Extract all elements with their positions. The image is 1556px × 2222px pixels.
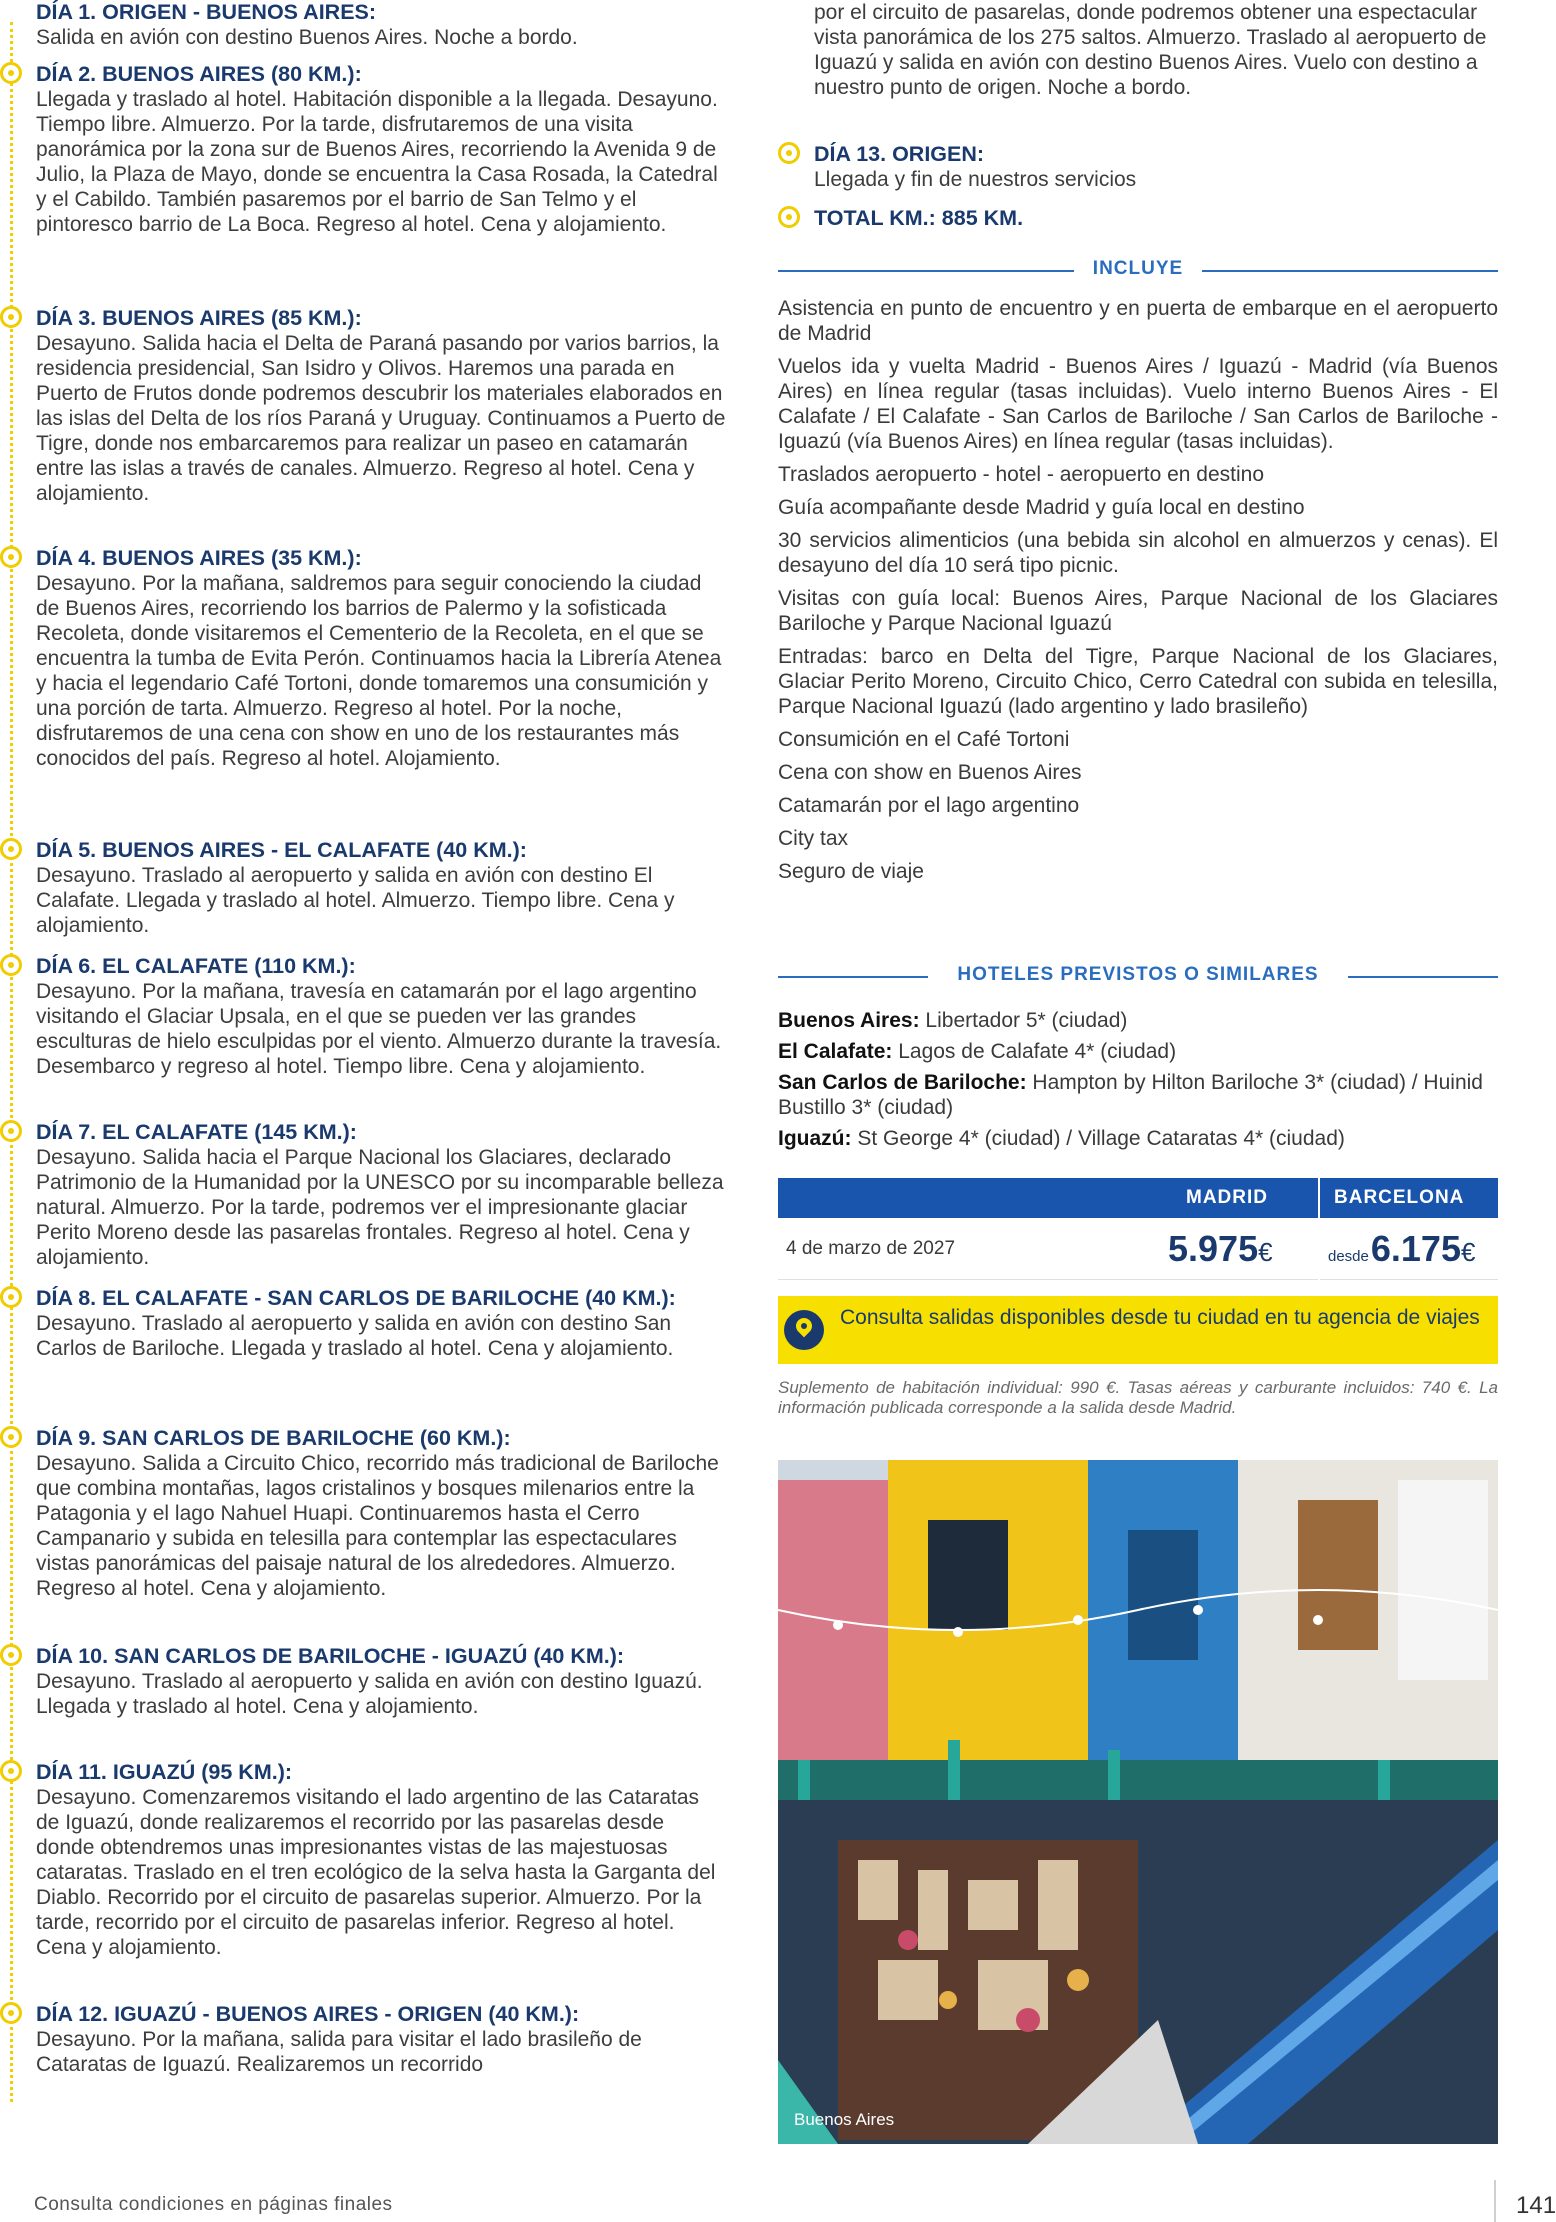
supplement-note: Suplemento de habitación individual: 990 €. Tasas aéreas y carburante incluidos: 740 €. La información publicada corresponde a la salida desde Madrid. bbox=[778, 1378, 1498, 1417]
day-title: DÍA 13. ORIGEN: bbox=[814, 142, 985, 166]
photo-caption: Buenos Aires bbox=[794, 2110, 895, 2129]
day-title: DÍA 10. SAN CARLOS DE BARILOCHE - IGUAZÚ (40 KM.): bbox=[36, 1644, 625, 1668]
day-title: DÍA 3. BUENOS AIRES (85 KM.): bbox=[36, 306, 362, 330]
day-title: DÍA 12. IGUAZÚ - BUENOS AIRES - ORIGEN (40 KM.): bbox=[36, 2002, 580, 2026]
hotel-item bbox=[778, 1070, 1498, 1120]
hoteles-heading bbox=[778, 962, 1498, 992]
timeline-dot-icon bbox=[0, 838, 22, 860]
day-body: Salida en avión con destino Buenos Aires. Noche a bordo. bbox=[36, 26, 578, 49]
day-title: DÍA 5. BUENOS AIRES - EL CALAFATE (40 KM.): bbox=[36, 838, 527, 862]
total-km bbox=[814, 206, 1498, 231]
day-title: DÍA 1. ORIGEN - BUENOS AIRES: bbox=[36, 0, 377, 24]
timeline-dot-icon bbox=[0, 1426, 22, 1448]
price-table bbox=[778, 1178, 1498, 1278]
day-body: Desayuno. Traslado al aeropuerto y salida en avión con destino El Calafate. Llegada y traslado al hotel. Almuerzo. Tiempo libre. Cena y alojamiento. bbox=[36, 864, 675, 937]
list-item: 30 servicios alimenticios (una bebida sin alcohol en almuerzos y cenas). El desayuno del día 10 será tipo picnic. bbox=[778, 529, 1498, 577]
list-item: Cena con show en Buenos Aires bbox=[778, 761, 1082, 784]
page-number: 141 bbox=[1516, 2192, 1556, 2219]
hoteles-heading-label: HOTELES PREVISTOS O SIMILARES bbox=[957, 964, 1319, 985]
timeline-dot-icon bbox=[0, 1644, 22, 1666]
day-8 bbox=[36, 1286, 726, 1361]
currency: € bbox=[1258, 1237, 1273, 1267]
barcelona-price bbox=[1328, 1228, 1475, 1270]
day-body: Llegada y fin de nuestros servicios bbox=[814, 168, 1137, 191]
timeline-dot-icon bbox=[0, 546, 22, 568]
hotel-name: Libertador 5* (ciudad) bbox=[919, 1009, 1128, 1032]
list-item: Asistencia en punto de encuentro y en puerta de embarque en el aeropuerto de Madrid bbox=[778, 297, 1498, 345]
day-title: DÍA 9. SAN CARLOS DE BARILOCHE (60 KM.): bbox=[36, 1426, 511, 1450]
hotel-item bbox=[778, 1008, 1498, 1033]
day-11 bbox=[36, 1760, 726, 1960]
day-title: DÍA 8. EL CALAFATE - SAN CARLOS DE BARILOCHE (40 KM.): bbox=[36, 1286, 676, 1310]
col-madrid: MADRID bbox=[1186, 1187, 1268, 1208]
day-body: Desayuno. Por la mañana, salida para visitar el lado brasileño de Cataratas de Iguazú. Realizaremos un recorrido bbox=[36, 2028, 642, 2076]
day-title: DÍA 4. BUENOS AIRES (35 KM.): bbox=[36, 546, 362, 570]
day-12-continued: por el circuito de pasarelas, donde podremos obtener una espectacular vista panorámica de los 275 saltos. Almuerzo. Traslado al aeropuerto de Iguazú y salida en avión con destino Buenos Aires. Vuelo con destino a nuestro punto de origen. Noche a bordo. bbox=[814, 1, 1487, 99]
price-table-header bbox=[778, 1178, 1498, 1218]
timeline-dot-icon bbox=[0, 1120, 22, 1142]
day-10 bbox=[36, 1644, 726, 1719]
price-prefix: desde bbox=[1328, 1248, 1369, 1265]
day-3 bbox=[36, 306, 726, 506]
day-body: Desayuno. Traslado al aeropuerto y salida en avión con destino San Carlos de Bariloche. Llegada y traslado al hotel. Cena y alojamiento. bbox=[36, 1312, 674, 1360]
hotel-city: Buenos Aires: bbox=[778, 1009, 920, 1032]
timeline-dot-icon bbox=[0, 2002, 22, 2024]
buenos-aires-photo bbox=[778, 1460, 1498, 2144]
day-1 bbox=[36, 0, 726, 50]
hotel-name: Lagos de Calafate 4* (ciudad) bbox=[892, 1040, 1177, 1063]
hotel-city: San Carlos de Bariloche: bbox=[778, 1071, 1027, 1094]
timeline-dot-icon bbox=[778, 206, 800, 228]
barcelona-price-value: 6.175 bbox=[1370, 1228, 1461, 1269]
list-item: Seguro de viaje bbox=[778, 860, 924, 883]
timeline-dot-icon bbox=[0, 1760, 22, 1782]
list-item: Consumición en el Café Tortoni bbox=[778, 728, 1070, 751]
footer-note: Consulta condiciones en páginas finales bbox=[34, 2194, 393, 2215]
day-5 bbox=[36, 838, 726, 938]
page-divider bbox=[1494, 2180, 1496, 2222]
incluye-heading bbox=[778, 256, 1498, 286]
itinerary-column bbox=[0, 0, 730, 2140]
day-body: Desayuno. Por la mañana, travesía en catamarán por el lago argentino visitando el Glaciar Upsala, en el que se pueden ver las grandes esculturas de hielo esculpidas por el viento. Almuerzo durante la travesía. Desembarco y regreso al hotel. Tiempo libre. Cena y alojamiento. bbox=[36, 980, 722, 1078]
day-12 bbox=[36, 2002, 726, 2077]
list-item: Entradas: barco en Delta del Tigre, Parque Nacional de los Glaciares, Glaciar Perito Moreno, Circuito Chico, Cerro Catedral con subida en telesilla, Parque Nacional Iguazú (lado argentino y lado brasileño) bbox=[778, 645, 1498, 718]
timeline-dot-icon bbox=[0, 1286, 22, 1308]
day-body: Desayuno. Salida a Circuito Chico, recorrido más tradicional de Bariloche que combina montañas, lagos cristalinos y bosques milenarios entre la Patagonia y el lago Nahuel Huapi. Continuaremos hasta el Cerro Campanario y subida en telesilla para contemplar las espectaculares vistas panorámicas del paisaje natural de los alrededores. Almuerzo. Regreso al hotel. Cena y alojamiento. bbox=[36, 1452, 719, 1600]
list-item: Vuelos ida y vuelta Madrid - Buenos Aires / Iguazú - Madrid (vía Buenos Aires) en línea regular (tasas incluidas). Vuelo interno Buenos Aires - El Calafate / El Calafate - San Carlos de Bariloche / San Carlos de Bariloche - Iguazú (vía Buenos Aires) en línea regular (tasas incluidas). bbox=[778, 355, 1498, 453]
timeline-dot-icon bbox=[0, 62, 22, 84]
hotel-name: St George 4* (ciudad) / Village Cataratas 4* (ciudad) bbox=[851, 1127, 1345, 1150]
timeline-line bbox=[10, 22, 13, 2102]
day-title: DÍA 11. IGUAZÚ (95 KM.): bbox=[36, 1760, 293, 1784]
day-title: DÍA 7. EL CALAFATE (145 KM.): bbox=[36, 1120, 357, 1144]
currency: € bbox=[1460, 1237, 1476, 1267]
timeline-dot-icon bbox=[778, 142, 800, 164]
notice-text: Consulta salidas disponibles desde tu ciudad en tu agencia de viajes bbox=[840, 1306, 1480, 1329]
day-body: Desayuno. Comenzaremos visitando el lado argentino de las Cataratas de Iguazú, donde realizaremos el recorrido por las pasarelas desde donde obtendremos unas impresionantes vistas de las majestuosas cataratas. Traslado en el tren ecológico de la selva hasta la Garganta del Diablo. Recorrido por el circuito de pasarelas superior. Almuerzo. Por la tarde, recorrido por el circuito de pasarelas inferior. Regreso al hotel. Cena y alojamiento. bbox=[36, 1786, 716, 1959]
incluye-heading-label: INCLUYE bbox=[1092, 258, 1184, 279]
day-2 bbox=[36, 62, 726, 237]
details-column bbox=[778, 0, 1498, 2160]
day-body: Desayuno. Por la mañana, saldremos para seguir conociendo la ciudad de Buenos Aires, recorriendo los barrios de Palermo y la sofisticada Recoleta, donde visitaremos el Cementerio de la Recoleta, en el que se encuentra la tumba de Evita Perón. Continuamos hacia la Librería Atenea y hacia el legendario Café Tortoni, donde tomaremos una consumición y una porción de tarta. Almuerzo. Regreso al hotel. Por la noche, disfrutaremos de una cena con show en uno de los restaurantes más conocidos del país. Regreso al hotel. Alojamiento. bbox=[36, 572, 722, 770]
day-body: Desayuno. Traslado al aeropuerto y salida en avión con destino Iguazú. Llegada y traslado al hotel. Cena y alojamiento. bbox=[36, 1670, 703, 1718]
day-4 bbox=[36, 546, 726, 771]
madrid-price bbox=[1168, 1228, 1273, 1270]
location-pin-icon bbox=[784, 1310, 824, 1350]
departure-date: 4 de marzo de 2027 bbox=[786, 1238, 956, 1259]
timeline-dot-icon bbox=[0, 954, 22, 976]
day-9 bbox=[36, 1426, 726, 1601]
list-item: Traslados aeropuerto - hotel - aeropuerto en destino bbox=[778, 463, 1265, 486]
hotel-item bbox=[778, 1039, 1498, 1064]
day-body: Llegada y traslado al hotel. Habitación disponible a la llegada. Desayuno. Tiempo libre. Almuerzo. Por la tarde, disfrutaremos de una visita panorámica por la zona sur de Buenos Aires, recorriendo la Avenida 9 de Julio, la Plaza de Mayo, donde se encuentra la Casa Rosada, la Catedral y el Cabildo. También pasaremos por el barrio de San Telmo y el pintoresco barrio de La Boca. Regreso al hotel. Cena y alojamiento. bbox=[36, 88, 718, 236]
incluye-list bbox=[778, 296, 1498, 892]
list-item: Catamarán por el lago argentino bbox=[778, 794, 1080, 817]
day-title: DÍA 2. BUENOS AIRES (80 KM.): bbox=[36, 62, 362, 86]
list-item: Visitas con guía local: Buenos Aires, Parque Nacional de los Glaciares Bariloche y Parque Nacional Iguazú bbox=[778, 587, 1498, 635]
departures-notice bbox=[778, 1296, 1498, 1364]
day-13 bbox=[814, 142, 1498, 192]
day-body: Desayuno. Salida hacia el Delta de Paraná pasando por varios barrios, la residencia presidencial, San Isidro y Olivos. Haremos una parada en Puerto de Frutos donde podremos descubrir los materiales elaborados en las islas del Delta de los ríos Paraná y Uruguay. Continuamos a Puerto de Tigre, donde nos embarcaremos para realizar un paseo en catamarán entre las islas a través de canales. Almuerzo. Regreso al hotel. Cena y alojamiento. bbox=[36, 332, 726, 505]
day-6 bbox=[36, 954, 726, 1079]
col-barcelona: BARCELONA bbox=[1334, 1187, 1465, 1208]
hotel-city: El Calafate: bbox=[778, 1040, 893, 1063]
hotel-city: Iguazú: bbox=[778, 1127, 852, 1150]
total-km-title: TOTAL KM.: 885 KM. bbox=[814, 206, 1024, 230]
timeline-dot-icon bbox=[0, 306, 22, 328]
list-item: City tax bbox=[778, 827, 849, 850]
price-row bbox=[778, 1218, 1498, 1280]
day-7 bbox=[36, 1120, 726, 1270]
hoteles-list bbox=[778, 1008, 1498, 1157]
day-body: Desayuno. Salida hacia el Parque Nacional los Glaciares, declarado Patrimonio de la Humanidad por la UNESCO por su incomparable belleza natural. Almuerzo. Por la tarde, podremos ver el impresionante glaciar Perito Moreno desde las pasarelas frontales. Regreso al hotel. Cena y alojamiento. bbox=[36, 1146, 724, 1269]
la-boca-illustration bbox=[778, 1460, 1498, 2144]
hotel-item bbox=[778, 1126, 1498, 1151]
day-title: DÍA 6. EL CALAFATE (110 KM.): bbox=[36, 954, 356, 978]
list-item: Guía acompañante desde Madrid y guía local en destino bbox=[778, 496, 1305, 519]
hotel-name: Hampton by Hilton Bariloche 3* (ciudad) / Huinid Bustillo 3* (ciudad) bbox=[778, 1071, 1483, 1119]
madrid-price-value: 5.975 bbox=[1168, 1228, 1259, 1269]
